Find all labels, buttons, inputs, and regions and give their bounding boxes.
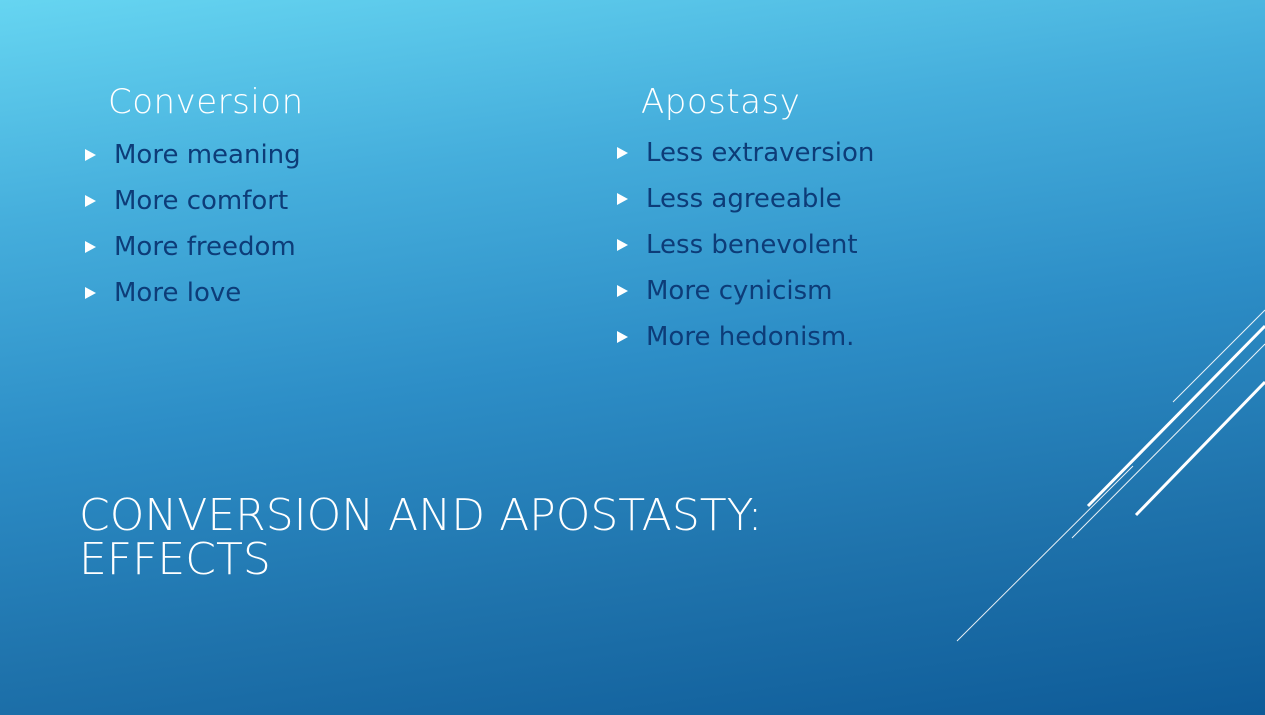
slide-title-line1: CONVERSION AND APOSTASTY:: [79, 490, 763, 541]
list-item-label: More hedonism.: [646, 322, 855, 352]
slide-title-line2: EFFECTS: [79, 534, 271, 585]
deco-line: [1173, 310, 1265, 402]
list-item-label: More freedom: [114, 232, 296, 262]
deco-line: [957, 466, 1133, 641]
list-item-label: More comfort: [114, 186, 289, 216]
list-item-label: More love: [114, 278, 242, 308]
list-item-label: More meaning: [114, 140, 301, 170]
conversion-heading: Conversion: [108, 82, 304, 122]
apostasy-heading: Apostasy: [641, 82, 801, 122]
deco-line: [1072, 344, 1265, 538]
list-item-label: Less agreeable: [646, 184, 842, 214]
list-item-label: Less extraversion: [646, 138, 875, 168]
list-item-label: Less benevolent: [646, 230, 858, 260]
list-item-label: More cynicism: [646, 276, 833, 306]
deco-line: [1088, 326, 1265, 506]
deco-line: [1136, 382, 1265, 515]
